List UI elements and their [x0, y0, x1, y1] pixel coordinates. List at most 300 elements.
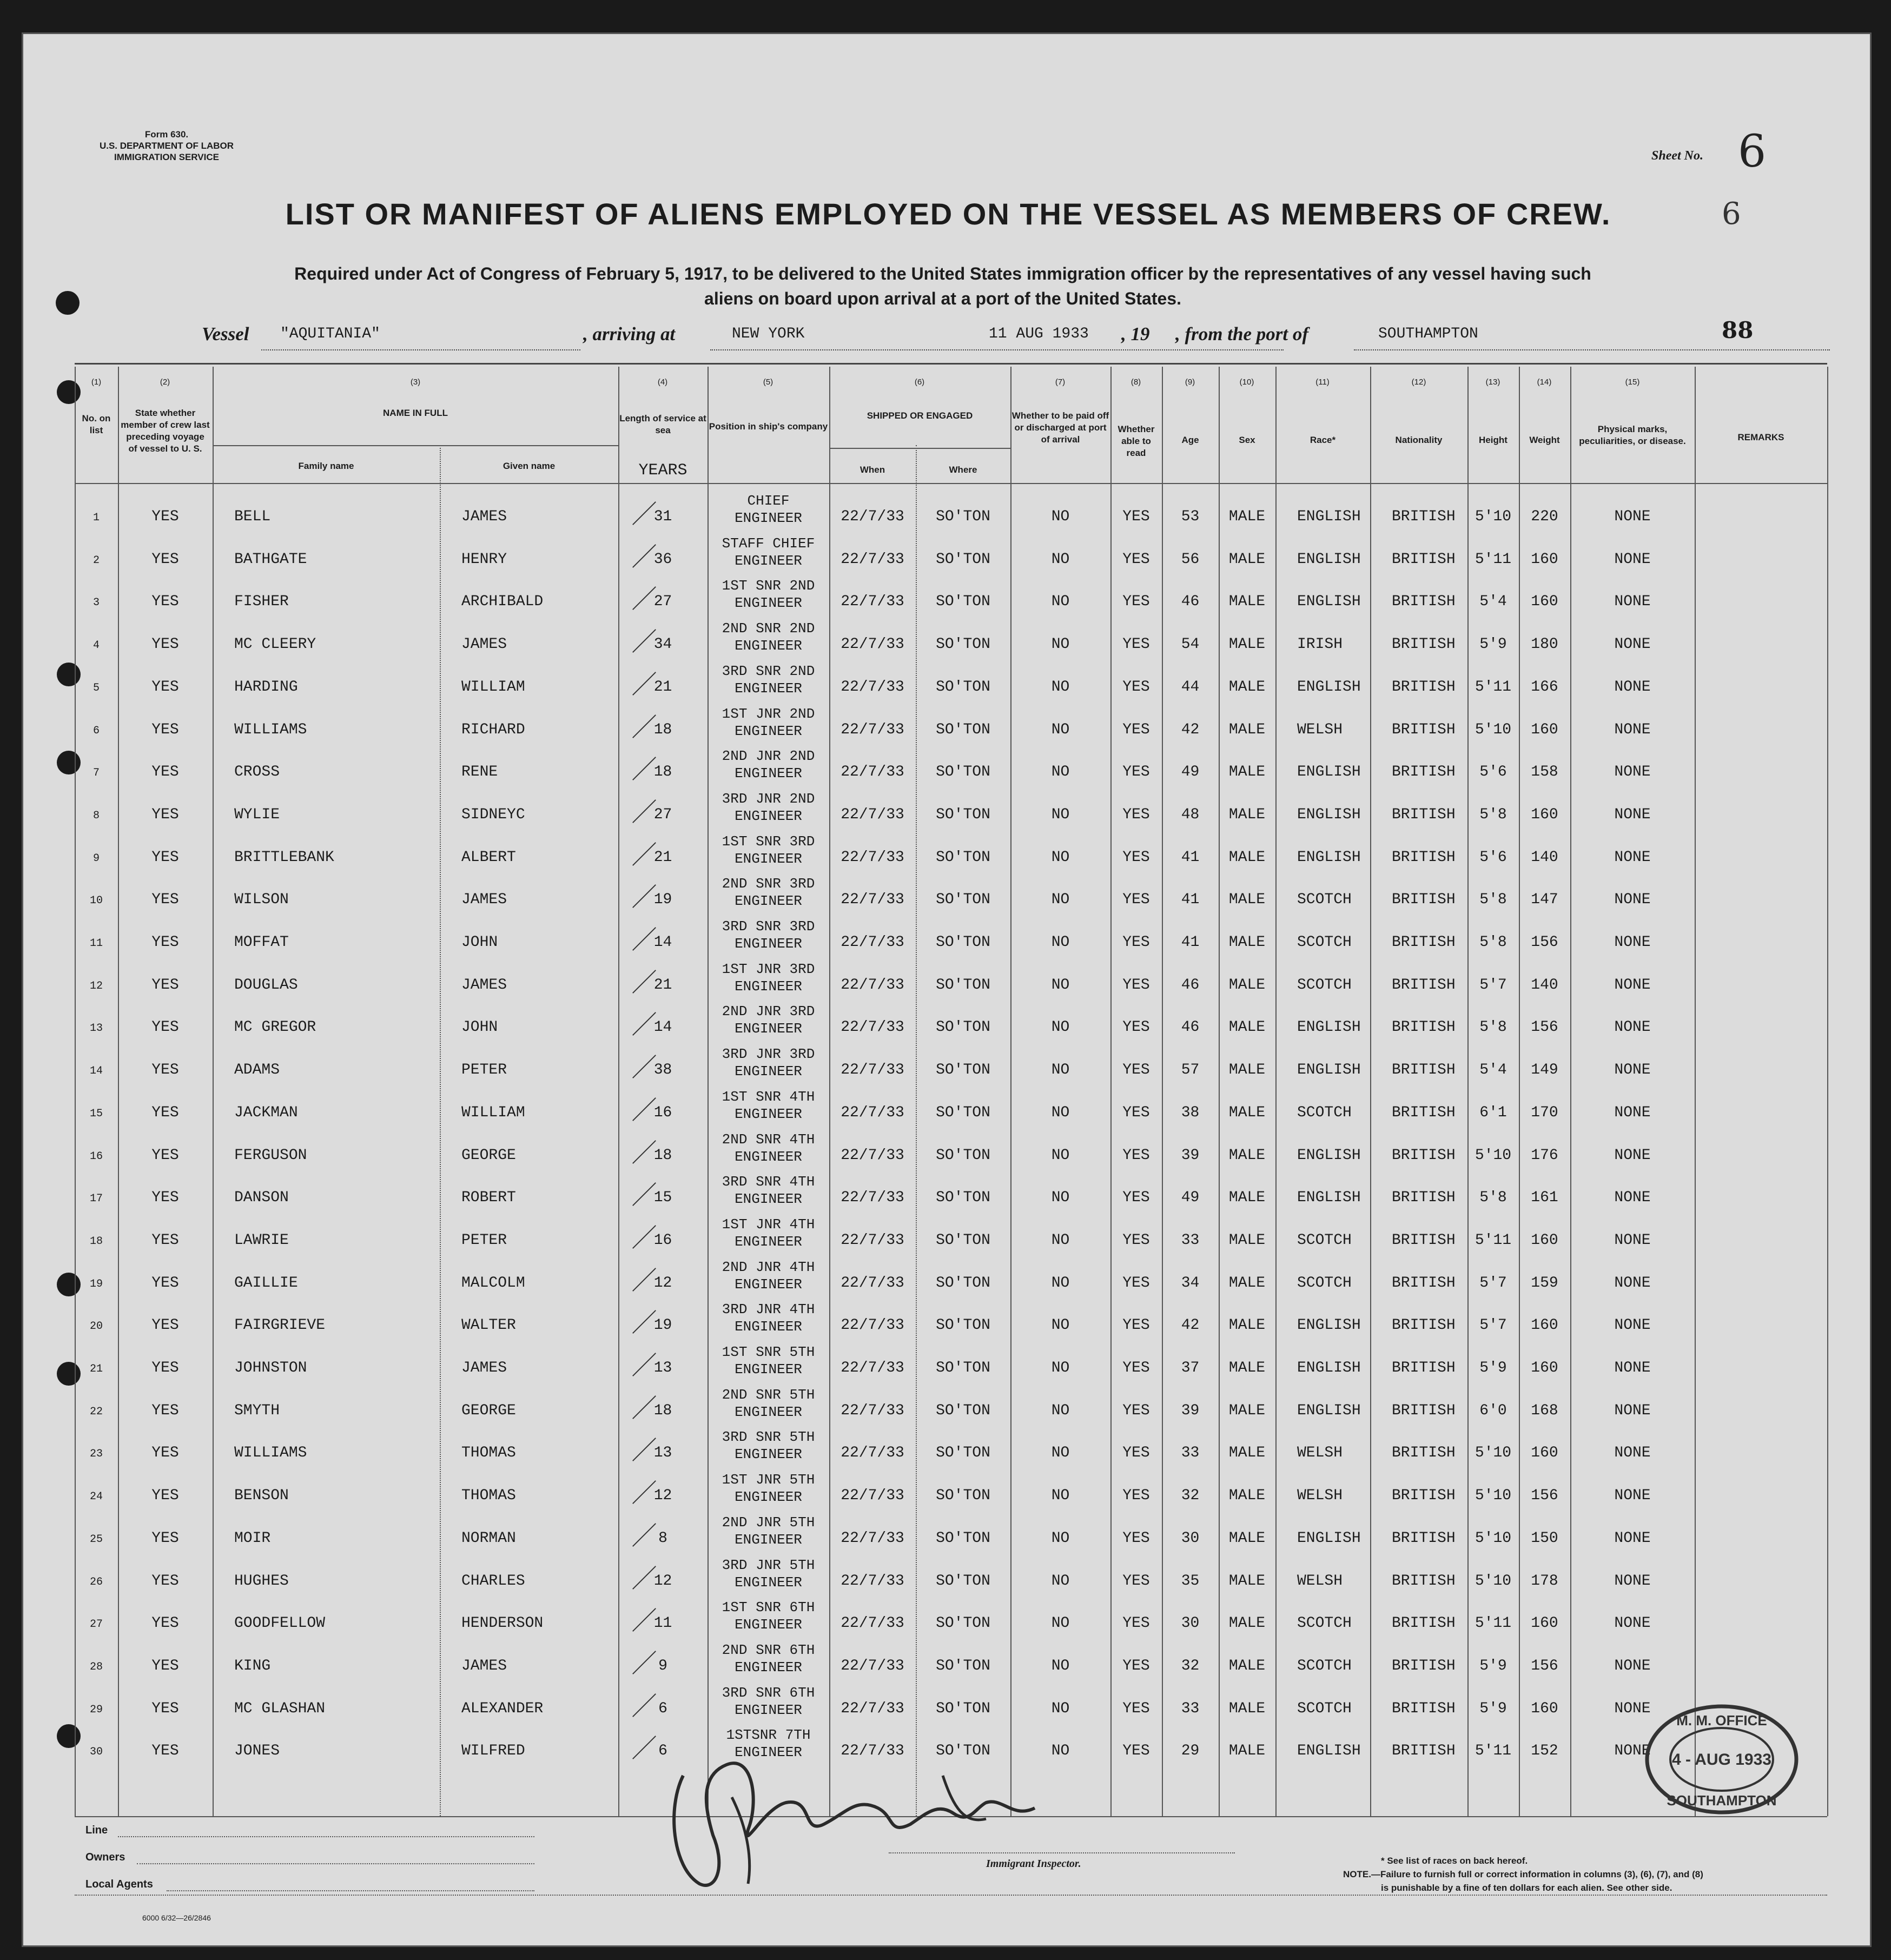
age: 32: [1181, 1657, 1200, 1674]
table-row: [23, 1257, 1872, 1300]
sex: MALE: [1228, 934, 1266, 951]
paid-off: NO: [1051, 678, 1070, 696]
family-name: WYLIE: [234, 806, 280, 823]
weight: 160: [1531, 721, 1558, 738]
family-name: KING: [234, 1657, 271, 1674]
table-row: [23, 1513, 1872, 1555]
race: ENGLISH: [1297, 1019, 1361, 1036]
service-years: 19: [653, 891, 672, 909]
race: ENGLISH: [1297, 849, 1361, 866]
shipped-date: 22/7/33: [841, 1700, 904, 1717]
table-row: [23, 1130, 1872, 1173]
nationality: BRITISH: [1392, 1402, 1456, 1419]
family-name: FERGUSON: [234, 1147, 307, 1164]
weight: 170: [1531, 1104, 1558, 1121]
family-name: MC CLEERY: [234, 636, 316, 653]
weight: 160: [1531, 1700, 1558, 1717]
position-line-2: ENGINEER: [735, 1021, 802, 1037]
age: 30: [1181, 1615, 1200, 1632]
table-row: [23, 534, 1872, 577]
family-name: LAWRIE: [234, 1231, 289, 1249]
form-header: [77, 129, 256, 163]
paid-off: NO: [1051, 806, 1070, 823]
table-top-border: [75, 363, 1827, 365]
able-read: YES: [1122, 1274, 1150, 1292]
race: ENGLISH: [1297, 1360, 1361, 1376]
shipped-port: SO'TON: [936, 1529, 990, 1547]
position-line-2: ENGINEER: [735, 765, 802, 782]
race: SCOTCH: [1297, 1700, 1352, 1717]
race: ENGLISH: [1297, 1189, 1361, 1207]
physical-marks: NONE: [1614, 1189, 1651, 1207]
height: 5'11: [1475, 678, 1512, 696]
physical-marks: NONE: [1614, 593, 1651, 611]
physical-marks: NONE: [1614, 1231, 1651, 1249]
list-number: 8: [92, 809, 100, 822]
able-read: YES: [1122, 1317, 1150, 1334]
page-title: LIST OR MANIFEST OF ALIENS EMPLOYED ON THE VESSEL AS MEMBERS OF CREW.: [285, 197, 1611, 231]
age: 39: [1181, 1402, 1200, 1419]
shipped-date: 22/7/33: [841, 721, 904, 738]
service-years: 27: [653, 593, 672, 611]
height: 5'11: [1475, 1231, 1512, 1249]
table-row: [23, 917, 1872, 959]
position-line-1: 3RD JNR 3RD: [722, 1046, 815, 1063]
shipped-port: SO'TON: [936, 721, 990, 738]
prev-voyage: YES: [151, 806, 179, 823]
shipped-port: SO'TON: [936, 636, 990, 653]
shipped-date: 22/7/33: [841, 934, 904, 951]
note-line-2: is punishable by a fine of ten dollars for each alien. See other side.: [1381, 1883, 1672, 1893]
shipped-date: 22/7/33: [841, 508, 904, 525]
paid-off: NO: [1051, 1572, 1070, 1590]
column-number: (3): [410, 378, 421, 387]
given-name: HENDERSON: [461, 1615, 544, 1632]
able-read: YES: [1122, 593, 1150, 611]
list-number: 29: [89, 1703, 103, 1716]
height: 5'6: [1479, 849, 1507, 866]
shipped-date: 22/7/33: [841, 806, 904, 823]
list-number: 4: [92, 639, 100, 652]
nationality: BRITISH: [1392, 1147, 1456, 1164]
shipped-date: 22/7/33: [841, 1317, 904, 1334]
position-line-1: STAFF CHIEF: [722, 535, 815, 552]
sex: MALE: [1228, 849, 1266, 866]
shipped-date: 22/7/33: [841, 1231, 904, 1249]
weight: 140: [1531, 849, 1558, 866]
sex: MALE: [1228, 593, 1266, 611]
able-read: YES: [1122, 1189, 1150, 1207]
position-line-1: 3RD SNR 6TH: [722, 1684, 815, 1701]
list-number: 24: [89, 1491, 103, 1504]
prev-voyage: YES: [151, 1317, 179, 1334]
prev-voyage: YES: [151, 849, 179, 866]
prev-voyage: YES: [151, 678, 179, 696]
age: 29: [1181, 1743, 1200, 1760]
nationality: BRITISH: [1392, 551, 1456, 568]
column-number: (15): [1625, 378, 1640, 387]
shipped-port: SO'TON: [936, 678, 990, 696]
shipped-port: SO'TON: [936, 1274, 990, 1292]
table-row: [23, 1555, 1872, 1598]
race: ENGLISH: [1297, 1147, 1361, 1164]
table-row: [23, 1427, 1872, 1470]
shipped-port: SO'TON: [936, 1657, 990, 1674]
age: 57: [1181, 1062, 1200, 1079]
table-row: [23, 491, 1872, 534]
family-name: GOODFELLOW: [234, 1615, 326, 1632]
family-name: HUGHES: [234, 1572, 289, 1590]
column-sex: Sex: [1239, 435, 1255, 445]
physical-marks: NONE: [1614, 508, 1651, 525]
sheet-label: Sheet No.: [1651, 149, 1703, 163]
list-number: 3: [92, 597, 100, 610]
position-line-2: ENGINEER: [735, 552, 802, 569]
position-line-2: ENGINEER: [735, 638, 802, 654]
weight: 166: [1531, 678, 1558, 696]
service-years: 13: [653, 1445, 672, 1462]
physical-marks: NONE: [1614, 1317, 1651, 1334]
stamp-line-1: M. M. OFFICE: [1676, 1712, 1767, 1729]
age: 46: [1181, 593, 1200, 611]
paid-off: NO: [1051, 1529, 1070, 1547]
list-number: 28: [89, 1660, 103, 1673]
position-line-2: ENGINEER: [735, 680, 802, 697]
height: 5'9: [1479, 636, 1507, 653]
list-number: 11: [89, 937, 103, 950]
service-years: 12: [653, 1572, 672, 1590]
able-read: YES: [1122, 508, 1150, 525]
height: 5'10: [1475, 1445, 1512, 1462]
able-read: YES: [1122, 976, 1150, 994]
physical-marks: NONE: [1614, 1657, 1651, 1674]
weight: 140: [1531, 976, 1558, 994]
family-name: BRITTLEBANK: [234, 849, 334, 866]
nationality: BRITISH: [1392, 721, 1456, 738]
race: WELSH: [1297, 1445, 1343, 1462]
column-number: (14): [1537, 378, 1552, 387]
able-read: YES: [1122, 1445, 1150, 1462]
race: WELSH: [1297, 721, 1343, 738]
shipped-port: SO'TON: [936, 891, 990, 909]
paid-off: NO: [1051, 551, 1070, 568]
service-years: 18: [653, 1147, 672, 1164]
column-number: (8): [1130, 378, 1141, 387]
shipped-port: SO'TON: [936, 1572, 990, 1590]
paid-off: NO: [1051, 1402, 1070, 1419]
given-name: THOMAS: [461, 1445, 516, 1462]
shipped-port: SO'TON: [936, 849, 990, 866]
position-line-1: 3RD SNR 4TH: [722, 1174, 815, 1190]
list-number: 17: [89, 1193, 103, 1206]
given-name: SIDNEYC: [461, 806, 525, 823]
family-name: HARDING: [234, 678, 298, 696]
weight: 176: [1531, 1147, 1558, 1164]
given-name: MALCOLM: [461, 1274, 525, 1292]
given-name: RICHARD: [461, 721, 525, 738]
list-number: 1: [92, 512, 100, 524]
service-years: 12: [653, 1487, 672, 1505]
prev-voyage: YES: [151, 1402, 179, 1419]
physical-marks: NONE: [1614, 721, 1651, 738]
height: 5'10: [1475, 1529, 1512, 1547]
sex: MALE: [1228, 1657, 1266, 1674]
year-label: , 19: [1121, 323, 1150, 345]
owners-underline: [137, 1863, 534, 1864]
able-read: YES: [1122, 1487, 1150, 1505]
vessel-underline: [261, 349, 580, 350]
age: 54: [1181, 636, 1200, 653]
nationality: BRITISH: [1392, 508, 1456, 525]
given-name: CHARLES: [461, 1572, 525, 1590]
position-line-1: 3RD SNR 2ND: [722, 663, 815, 679]
sex: MALE: [1228, 678, 1266, 696]
shipped-date: 22/7/33: [841, 1445, 904, 1462]
service-years: 16: [653, 1231, 672, 1249]
table-row: [23, 1598, 1872, 1640]
service-years: 11: [653, 1615, 672, 1632]
column-height: Height: [1479, 435, 1507, 445]
prev-voyage: YES: [151, 1104, 179, 1121]
page-subtitle: [158, 261, 1727, 311]
sheet-number-pencil: 6: [1722, 196, 1741, 231]
shipped-port: SO'TON: [936, 1317, 990, 1334]
prev-voyage: YES: [151, 1189, 179, 1207]
able-read: YES: [1122, 1104, 1150, 1121]
position-line-1: 1ST JNR 3RD: [722, 961, 815, 977]
arriving-port: NEW YORK: [732, 326, 805, 342]
prev-voyage: YES: [151, 1572, 179, 1590]
age: 53: [1181, 508, 1200, 525]
agents-label: Local Agents: [85, 1878, 153, 1890]
nationality: BRITISH: [1392, 1572, 1456, 1590]
given-name: ROBERT: [461, 1189, 516, 1207]
shipped-port: SO'TON: [936, 1402, 990, 1419]
position-line-1: CHIEF: [747, 493, 790, 509]
family-name: MC GREGOR: [234, 1019, 316, 1036]
position-line-2: ENGINEER: [735, 1191, 802, 1208]
table-row: [23, 704, 1872, 747]
shipped-date: 22/7/33: [841, 891, 904, 909]
age: 46: [1181, 976, 1200, 994]
able-read: YES: [1122, 806, 1150, 823]
shipped-port: SO'TON: [936, 1487, 990, 1505]
column-paid-off: Whether to be paid off or discharged at port of arrival: [1011, 410, 1109, 445]
given-name: WILLIAM: [461, 1104, 525, 1121]
table-row: [23, 832, 1872, 875]
prev-voyage: YES: [151, 1274, 179, 1292]
department: U.S. DEPARTMENT OF LABOR: [99, 141, 234, 151]
paid-off: NO: [1051, 1231, 1070, 1249]
age: 42: [1181, 1317, 1200, 1334]
position-line-2: ENGINEER: [735, 1403, 802, 1420]
sex: MALE: [1228, 1445, 1266, 1462]
family-name: MC GLASHAN: [234, 1700, 326, 1717]
position-line-2: ENGINEER: [735, 893, 802, 910]
sex: MALE: [1228, 1487, 1266, 1505]
physical-marks: NONE: [1614, 1743, 1651, 1760]
sex: MALE: [1228, 891, 1266, 909]
nationality: BRITISH: [1392, 593, 1456, 611]
position-line-2: ENGINEER: [735, 1574, 802, 1591]
table-row: [23, 959, 1872, 1002]
column-age: Age: [1181, 435, 1199, 445]
physical-marks: NONE: [1614, 1402, 1651, 1419]
paid-off: NO: [1051, 1274, 1070, 1292]
physical-marks: NONE: [1614, 934, 1651, 951]
given-name: PETER: [461, 1062, 507, 1079]
position-line-2: ENGINEER: [735, 1319, 802, 1335]
table-row: [23, 1640, 1872, 1683]
family-name: WILLIAMS: [234, 1445, 307, 1462]
prev-voyage: YES: [151, 1615, 179, 1632]
shipped-port: SO'TON: [936, 806, 990, 823]
shipped-port: SO'TON: [936, 1104, 990, 1121]
given-name: JAMES: [461, 1360, 507, 1376]
sex: MALE: [1228, 1402, 1266, 1419]
column-race: Race*: [1310, 435, 1336, 445]
able-read: YES: [1122, 721, 1150, 738]
sheet-code: 88: [1722, 317, 1754, 343]
shipped-date: 22/7/33: [841, 976, 904, 994]
list-number: 2: [92, 554, 100, 567]
height: 5'9: [1479, 1657, 1507, 1674]
given-name: WALTER: [461, 1317, 516, 1334]
given-name: NORMAN: [461, 1529, 516, 1547]
race: ENGLISH: [1297, 764, 1361, 781]
list-number: 9: [92, 852, 100, 865]
physical-marks: NONE: [1614, 806, 1651, 823]
paid-off: NO: [1051, 1317, 1070, 1334]
subtitle-line-1: Required under Act of Congress of February 5, 1917, to be delivered to the United States immigration officer by the representatives of any vessel having such: [294, 264, 1591, 283]
given-name: JOHN: [461, 1019, 498, 1036]
given-name: WILLIAM: [461, 678, 525, 696]
position-line-1: 2ND SNR 2ND: [722, 620, 815, 637]
list-number: 27: [89, 1618, 103, 1631]
physical-marks: NONE: [1614, 1062, 1651, 1079]
nationality: BRITISH: [1392, 1231, 1456, 1249]
sex: MALE: [1228, 1529, 1266, 1547]
service-years: 8: [658, 1529, 667, 1547]
physical-marks: NONE: [1614, 1360, 1651, 1376]
race: ENGLISH: [1297, 1743, 1361, 1760]
shipped-date: 22/7/33: [841, 1529, 904, 1547]
prev-voyage: YES: [151, 721, 179, 738]
prev-voyage: YES: [151, 1657, 179, 1674]
shipped-port: SO'TON: [936, 1743, 990, 1760]
service-years: 21: [653, 849, 672, 866]
weight: 160: [1531, 806, 1558, 823]
weight: 160: [1531, 593, 1558, 611]
able-read: YES: [1122, 636, 1150, 653]
list-number: 20: [89, 1320, 103, 1333]
note-line-1: NOTE.—Failure to furnish full or correct information in columns (3), (6), (7), and (8): [1343, 1869, 1703, 1879]
service-years: 14: [653, 1019, 672, 1036]
column-no-on-list: No. on list: [82, 413, 111, 435]
race: SCOTCH: [1297, 891, 1352, 909]
weight: 180: [1531, 636, 1558, 653]
able-read: YES: [1122, 764, 1150, 781]
race: SCOTCH: [1297, 1615, 1352, 1632]
prev-voyage: YES: [151, 1700, 179, 1717]
prev-voyage: YES: [151, 1487, 179, 1505]
height: 5'9: [1479, 1700, 1507, 1717]
shipped-port: SO'TON: [936, 976, 990, 994]
family-name: JACKMAN: [234, 1104, 298, 1121]
height: 5'8: [1479, 1019, 1507, 1036]
list-number: 26: [89, 1575, 103, 1588]
able-read: YES: [1122, 1360, 1150, 1376]
table-row: [23, 789, 1872, 832]
race: ENGLISH: [1297, 1062, 1361, 1079]
shipped-date: 22/7/33: [841, 1062, 904, 1079]
header-bottom-line: [75, 483, 1827, 484]
table-row: [23, 661, 1872, 704]
shipped-port: SO'TON: [936, 934, 990, 951]
height: 5'4: [1479, 593, 1507, 611]
sex: MALE: [1228, 1743, 1266, 1760]
line-underline: [118, 1836, 534, 1837]
height: 5'7: [1479, 1274, 1507, 1292]
family-name: WILLIAMS: [234, 721, 307, 738]
arrival-date: 11 AUG 1933: [989, 326, 1089, 342]
family-name: FISHER: [234, 593, 289, 611]
position-line-1: 3RD JNR 2ND: [722, 790, 815, 807]
note-races: * See list of races on back hereof.: [1381, 1856, 1528, 1866]
height: 5'10: [1475, 1572, 1512, 1590]
sex: MALE: [1228, 1700, 1266, 1717]
table-row: [23, 746, 1872, 789]
column-number: (2): [160, 378, 170, 387]
physical-marks: NONE: [1614, 678, 1651, 696]
shipped-date: 22/7/33: [841, 1189, 904, 1207]
height: 5'11: [1475, 1743, 1512, 1760]
paid-off: NO: [1051, 1445, 1070, 1462]
physical-marks: NONE: [1614, 551, 1651, 568]
column-when: When: [859, 465, 885, 475]
position-line-2: ENGINEER: [735, 1233, 802, 1250]
age: 33: [1181, 1700, 1200, 1717]
nationality: BRITISH: [1392, 1700, 1456, 1717]
race: ENGLISH: [1297, 806, 1361, 823]
paid-off: NO: [1051, 764, 1070, 781]
race: ENGLISH: [1297, 508, 1361, 525]
vessel-label: Vessel: [202, 323, 249, 345]
arriving-label: , arriving at: [583, 323, 676, 345]
nationality: BRITISH: [1392, 806, 1456, 823]
service-years: 16: [653, 1104, 672, 1121]
position-line-1: 3RD JNR 5TH: [722, 1557, 815, 1573]
position-line-2: ENGINEER: [735, 1446, 802, 1463]
prev-voyage: YES: [151, 1019, 179, 1036]
prev-voyage: YES: [151, 1529, 179, 1547]
footer-note: [1343, 1854, 1830, 1895]
physical-marks: NONE: [1614, 1104, 1651, 1121]
nationality: BRITISH: [1392, 1019, 1456, 1036]
nationality: BRITISH: [1392, 891, 1456, 909]
name-subheader-line: [213, 445, 618, 446]
service-years: 21: [653, 678, 672, 696]
family-name: DOUGLAS: [234, 976, 298, 994]
agents-underline: [167, 1890, 534, 1891]
service-years: 27: [653, 806, 672, 823]
nationality: BRITISH: [1392, 1317, 1456, 1334]
position-line-2: ENGINEER: [735, 1148, 802, 1165]
inspector-signature: [662, 1743, 1067, 1900]
sex: MALE: [1228, 1615, 1266, 1632]
shipped-port: SO'TON: [936, 1062, 990, 1079]
nationality: BRITISH: [1392, 1274, 1456, 1292]
